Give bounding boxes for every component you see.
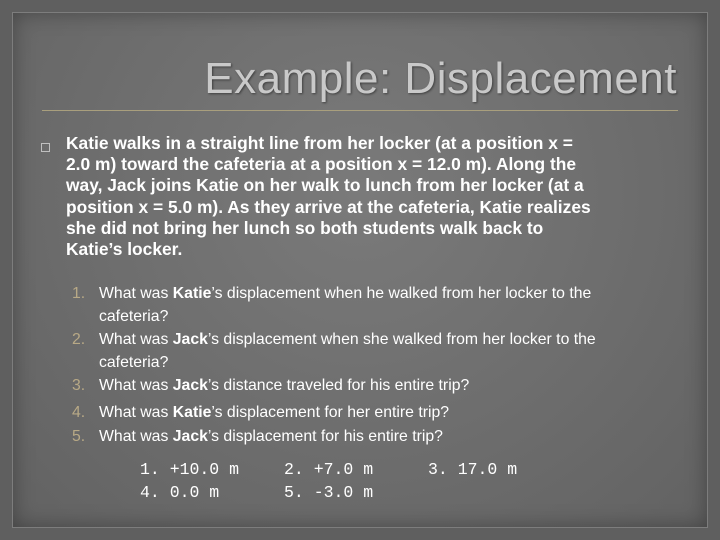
slide-title: Example: Displacement [204,54,677,103]
square-bullet-icon [41,143,50,152]
answer-item: 3. 17.0 m [428,460,518,479]
question-person: Jack [172,428,208,445]
question-person: Jack [172,331,208,348]
question-item [72,282,692,328]
question-text: ’s displacement for her entire trip? [211,404,450,421]
question-text: What was [99,428,173,445]
question-text: What was [99,404,173,421]
question-text: ’s displacement when she walked from her locker to the [207,331,596,348]
question-number: 5. [72,428,86,445]
answer-item: 1. +10.0 m [140,460,240,479]
question-item [72,328,692,374]
title-divider [42,110,678,111]
paragraph-line: 2.0 m) toward the cafeteria at a position x = 12.0 m). Along the [66,154,577,175]
paragraph-line: position x = 5.0 m). As they arrive at the cafeteria, Katie realizes [66,196,591,217]
question-person: Jack [172,377,208,394]
question-text: ’s distance traveled for his entire trip? [207,377,470,394]
paragraph-line: Katie walks in a straight line from her locker (at a position x = [66,133,573,153]
question-number: 4. [72,404,86,421]
question-person: Katie [172,404,212,421]
question-continuation: cafeteria? [99,308,169,325]
question-number: 1. [72,285,86,302]
answer-item: 2. +7.0 m [284,460,374,479]
paragraph-line: way, Jack joins Katie on her walk to lunch from her locker (at a [66,175,584,196]
question-number: 2. [72,331,86,348]
question-number: 3. [72,377,86,394]
question-item [72,401,692,424]
question-text: ’s displacement for his entire trip? [207,428,443,445]
question-text: ’s displacement when he walked from her locker to the [211,285,592,302]
question-item [72,374,692,397]
question-item [72,425,692,448]
question-text: What was [99,331,173,348]
answer-item: 4. 0.0 m [140,483,220,502]
paragraph-line: she did not bring her lunch so both students walk back to [66,217,544,238]
question-text: What was [99,377,173,394]
answer-item: 5. -3.0 m [284,483,374,502]
question-person: Katie [172,285,212,302]
question-continuation: cafeteria? [99,354,169,371]
question-text: What was [99,285,173,302]
problem-paragraph [66,133,686,260]
paragraph-line: Katie’s locker. [66,239,183,260]
